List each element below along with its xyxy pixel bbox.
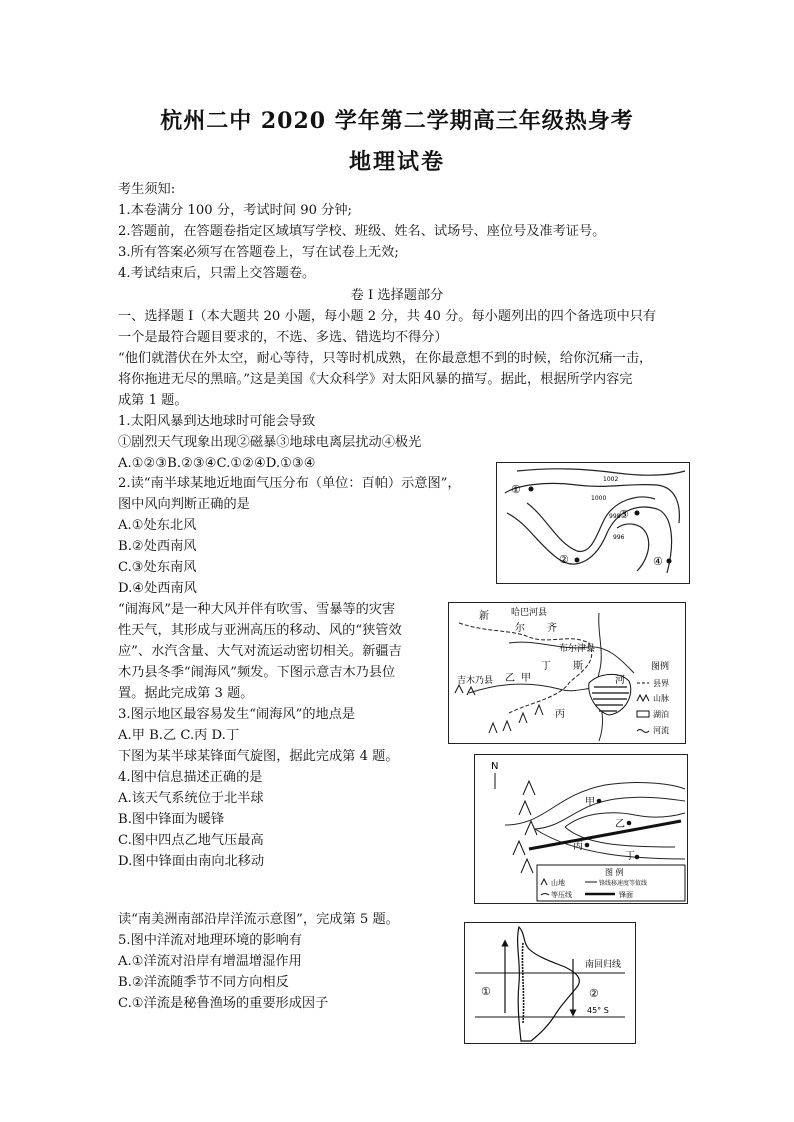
map-label: 吉木乃县 <box>457 676 494 686</box>
map-label: 丁 <box>541 661 551 672</box>
notice-item: 4.考试结束后，只需上交答题卷。 <box>118 266 316 281</box>
cyclone-map-figure <box>474 754 688 904</box>
q2-option: A.①处东北风 <box>118 518 197 533</box>
exam-subtitle: 地理试卷 <box>348 149 445 175</box>
point-label: 丁 <box>625 851 635 862</box>
current-label: ① <box>481 985 491 998</box>
map-label: 乙 <box>505 673 515 684</box>
notice-heading: 考生须知: <box>118 182 176 197</box>
map-label: 齐 <box>547 623 557 634</box>
q2-stem-line: 2.读“南半球某地近地面气压分布（单位：百帕）示意图”， <box>118 476 461 491</box>
isobar-label: 998 <box>609 513 621 520</box>
part1-intro-line: 一、选择题 I（本大题共 20 小题，每小题 2 分，共 40 分。每小题列出的四个备选项中只有 <box>118 309 657 324</box>
isobar-label: 1000 <box>591 495 607 502</box>
exam-title: 杭州二中 2020 学年第二学期高三年级热身考 <box>160 108 634 134</box>
map-label: 河 <box>615 675 625 686</box>
pressure-map <box>497 463 689 583</box>
q3-context-line: 应”、水汽含量、大气对流运动密切相关。新疆吉 <box>118 644 402 659</box>
legend-label: 锋面 <box>619 891 633 899</box>
q3-context-line: 木乃县冬季“闹海风”频发。下图示意吉木乃县位 <box>118 665 396 680</box>
isobar-label: 1002 <box>603 476 619 483</box>
q1-options: A.①②③B.②③④C.①②④D.①③④ <box>118 456 316 471</box>
point-dot <box>575 558 580 563</box>
q4-option: B.图中锋面为暖锋 <box>118 812 225 827</box>
point-label: 丙 <box>573 841 583 852</box>
current-label: ② <box>589 987 599 1000</box>
map-label: 新 <box>479 611 489 622</box>
lat45-label: 45° S <box>587 1006 609 1015</box>
point-label: 乙 <box>615 819 625 830</box>
q5-context: 读“南美洲南部沿岸洋流示意图”，完成第 5 题。 <box>118 912 399 927</box>
tropic-label: 南回归线 <box>585 960 622 970</box>
legend-title: 图 例 <box>605 868 624 877</box>
q2-option: C.③处东南风 <box>118 560 197 575</box>
point-label: ③ <box>619 508 629 521</box>
map-label: 尔 <box>515 623 525 634</box>
current-map <box>465 923 635 1043</box>
current-map-figure <box>464 922 636 1044</box>
notice-item: 1.本卷满分 100 分，考试时间 90 分钟; <box>118 203 352 218</box>
jimunai-map <box>449 603 685 743</box>
legend-label: 等压线 <box>551 891 572 899</box>
part1-intro-line: 一个是最符合题目要求的，不选、多选、错选均不得分） <box>118 330 448 345</box>
q1-context-line: 将你拖进无尽的黑暗。”这是美国《大众科学》对太阳风暴的描写。据此，根据所学内容完 <box>118 372 633 387</box>
q4-stem: 4.图中信息描述正确的是 <box>118 770 263 785</box>
isobar-label: 996 <box>613 534 625 541</box>
q4-option: C.图中四点乙地气压最高 <box>118 833 264 848</box>
pressure-map-figure <box>496 462 690 584</box>
q3-options: A.甲 B.乙 C.丙 D.丁 <box>118 728 240 743</box>
map-label: 斯 <box>573 661 583 672</box>
q5-option: C.①洋流是秘鲁渔场的重要形成因子 <box>118 996 329 1011</box>
point-label: ④ <box>653 555 663 568</box>
legend-label: 锋线移速度等值线 <box>599 880 648 887</box>
q1-context-line: “他们就潜伏在外太空，耐心等待，只等时机成熟，在你最意想不到的时候，给你沉痛一击， <box>118 351 653 366</box>
q2-option: D.④处西南风 <box>118 581 197 596</box>
q4-option: A.该天气系统位于北半球 <box>118 791 264 806</box>
legend-label: 县界 <box>653 679 669 688</box>
q1-context-line: 成第 1 题。 <box>118 393 188 408</box>
section-title: 卷 I 选择题部分 <box>350 288 444 303</box>
q4-option: D.图中锋面由南向北移动 <box>118 854 265 869</box>
q3-context-line: “闹海风”是一种大风并伴有吹雪、雪暴等的灾害 <box>118 602 396 617</box>
q5-option: A.①洋流对沿岸有增温增湿作用 <box>118 954 302 969</box>
point-dot <box>529 487 534 492</box>
jimunai-map-figure <box>448 602 686 744</box>
q1-statements: ①剧烈天气现象出现②磁暴③地球电离层扰动④极光 <box>118 435 422 450</box>
north-label: N <box>491 761 499 772</box>
q2-stem-line: 图中风向判断正确的是 <box>118 497 250 512</box>
map-label: 哈巴河县 <box>511 608 548 618</box>
legend-label: 山地 <box>551 879 565 887</box>
point-dot <box>667 559 672 564</box>
cyclone-map <box>475 755 687 903</box>
q2-option: B.②处西南风 <box>118 539 197 554</box>
notice-item: 3.所有答案必须写在答题卷上，写在试卷上无效; <box>118 245 399 260</box>
q3-context-line: 置。据此完成第 3 题。 <box>118 686 254 701</box>
legend-title: 图例 <box>651 662 670 672</box>
legend-label: 山脉 <box>653 694 669 703</box>
q3-stem: 3.图示地区最容易发生“闹海风”的地点是 <box>118 707 356 722</box>
q4-context: 下图为某半球某锋面气旋图，据此完成第 4 题。 <box>118 749 399 764</box>
point-dot <box>635 511 640 516</box>
q5-option: B.②洋流随季节不同方向相反 <box>118 975 289 990</box>
map-label: 丙 <box>555 709 565 720</box>
point-label: ② <box>559 553 569 566</box>
q3-context-line: 性天气，其形成与亚洲高压的移动、风的“狭管效 <box>118 623 402 638</box>
legend-label: 河流 <box>653 726 669 735</box>
point-label: 甲 <box>585 797 595 808</box>
map-label: 布尔津县 <box>559 644 596 654</box>
legend-label: 湖泊 <box>653 710 669 719</box>
notice-item: 2.答题前，在答题卷指定区域填写学校、班级、姓名、试场号、座位号及准考证号。 <box>118 224 606 239</box>
q5-stem: 5.图中洋流对地理环境的影响有 <box>118 933 303 948</box>
map-label: 甲 <box>521 673 531 684</box>
point-label: ① <box>511 483 521 496</box>
q1-stem: 1.太阳风暴到达地球时可能会导致 <box>118 414 316 429</box>
